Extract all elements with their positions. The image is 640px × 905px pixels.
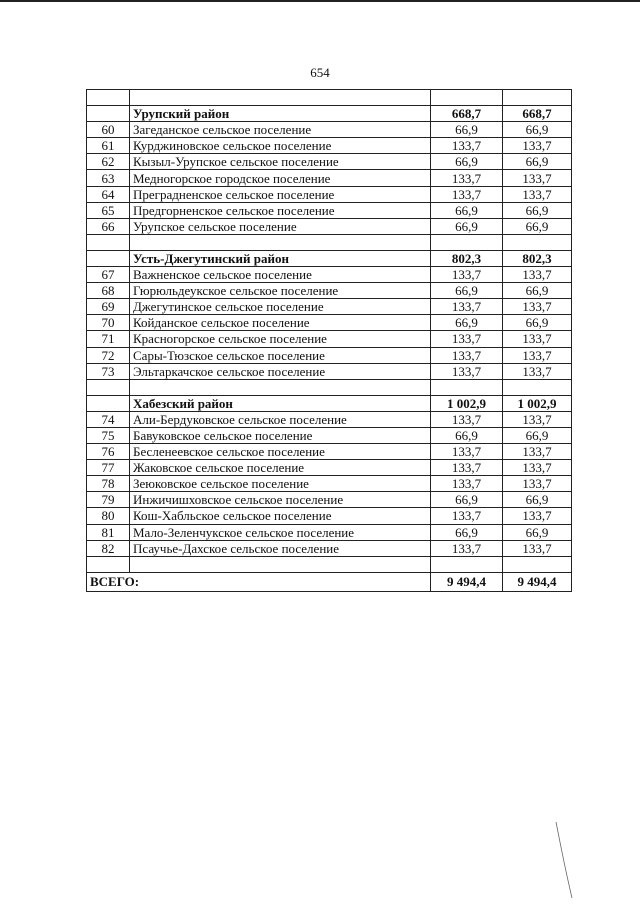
value-2: 133,7 [503,299,572,315]
settlement-name: Курджиновское сельское поселение [130,138,431,154]
settlement-name: Бесленеевское сельское поселение [130,444,431,460]
table-body [87,90,572,592]
row-number: 74 [87,411,130,427]
row-number [87,234,130,250]
value-1: 133,7 [431,186,503,202]
blank-row [87,90,572,106]
value-2: 66,9 [503,524,572,540]
table-row [87,492,572,508]
value-2: 66,9 [503,315,572,331]
blank-row [87,556,572,572]
table-row [87,186,572,202]
settlement-name: Сары-Тюзское сельское поселение [130,347,431,363]
row-number: 80 [87,508,130,524]
total-value-1: 9 494,4 [431,572,503,591]
district-name: Усть-Джегутинский район [130,250,431,266]
allocation-table [86,89,572,592]
value-2: 133,7 [503,138,572,154]
value-2: 66,9 [503,283,572,299]
settlement-name: Красногорское сельское поселение [130,331,431,347]
value-1: 66,9 [431,154,503,170]
value-1: 66,9 [431,218,503,234]
value-1: 1 002,9 [431,395,503,411]
value-2: 133,7 [503,508,572,524]
settlement-name: Зеюковское сельское поселение [130,476,431,492]
settlement-name: Медногорское городское поселение [130,170,431,186]
settlement-name [130,379,431,395]
value-1: 66,9 [431,315,503,331]
value-1: 133,7 [431,508,503,524]
value-2: 133,7 [503,460,572,476]
value-1 [431,556,503,572]
district-name: Хабезский район [130,395,431,411]
value-1: 133,7 [431,476,503,492]
value-1: 133,7 [431,170,503,186]
table-row [87,122,572,138]
row-number: 66 [87,218,130,234]
value-1: 133,7 [431,363,503,379]
table-row [87,363,572,379]
row-number [87,556,130,572]
district-name: Урупский район [130,106,431,122]
value-1: 66,9 [431,492,503,508]
value-1: 133,7 [431,540,503,556]
settlement-name: Псаучье-Дахское сельское поселение [130,540,431,556]
value-2: 133,7 [503,347,572,363]
table-row [87,476,572,492]
district-row [87,250,572,266]
page-number: 654 [310,65,330,80]
settlement-name: Преградненское сельское поселение [130,186,431,202]
table-row [87,299,572,315]
total-label: ВСЕГО: [87,572,431,591]
settlement-name: Эльтаркачское сельское поселение [130,363,431,379]
row-number [87,106,130,122]
value-2: 66,9 [503,218,572,234]
row-number: 75 [87,427,130,443]
table-row [87,331,572,347]
row-number [87,90,130,106]
value-1: 66,9 [431,122,503,138]
district-row [87,395,572,411]
value-1 [431,379,503,395]
settlement-name [130,556,431,572]
value-2: 668,7 [503,106,572,122]
row-number: 67 [87,267,130,283]
row-number: 73 [87,363,130,379]
settlement-name: Кызыл-Урупское сельское поселение [130,154,431,170]
row-number: 70 [87,315,130,331]
total-value-2: 9 494,4 [503,572,572,591]
settlement-name: Али-Бердуковское сельское поселение [130,411,431,427]
value-2: 66,9 [503,154,572,170]
value-1: 133,7 [431,331,503,347]
value-2: 133,7 [503,540,572,556]
pen-stroke-mark [554,820,574,900]
value-2 [503,234,572,250]
value-2: 133,7 [503,411,572,427]
row-number: 64 [87,186,130,202]
value-2 [503,90,572,106]
settlement-name: Гюрюльдеукское сельское поселение [130,283,431,299]
table-row [87,267,572,283]
value-2: 66,9 [503,492,572,508]
value-1: 66,9 [431,524,503,540]
table-row [87,411,572,427]
settlement-name: Мало-Зеленчукское сельское поселение [130,524,431,540]
row-number: 65 [87,202,130,218]
value-1: 66,9 [431,427,503,443]
blank-row [87,234,572,250]
row-number: 71 [87,331,130,347]
table-row [87,283,572,299]
value-2: 133,7 [503,186,572,202]
table-row [87,540,572,556]
settlement-name: Бавуковское сельское поселение [130,427,431,443]
value-2: 133,7 [503,444,572,460]
blank-row [87,379,572,395]
value-1: 133,7 [431,411,503,427]
row-number [87,395,130,411]
row-number: 61 [87,138,130,154]
row-number: 69 [87,299,130,315]
settlement-name: Урупское сельское поселение [130,218,431,234]
value-2 [503,379,572,395]
row-number: 81 [87,524,130,540]
value-2 [503,556,572,572]
settlement-name: Кош-Хабльское сельское поселение [130,508,431,524]
value-1: 66,9 [431,283,503,299]
row-number: 78 [87,476,130,492]
table-row [87,347,572,363]
table-row [87,460,572,476]
settlement-name [130,234,431,250]
value-1: 133,7 [431,444,503,460]
table-row [87,154,572,170]
row-number: 76 [87,444,130,460]
value-2: 133,7 [503,331,572,347]
table-row [87,170,572,186]
value-1: 133,7 [431,347,503,363]
table-row [87,202,572,218]
table-row [87,524,572,540]
settlement-name [130,90,431,106]
value-1: 802,3 [431,250,503,266]
value-2: 1 002,9 [503,395,572,411]
value-2: 66,9 [503,427,572,443]
total-row [87,572,572,591]
district-row [87,106,572,122]
table-row [87,138,572,154]
row-number: 68 [87,283,130,299]
top-border-line [0,0,640,2]
value-2: 133,7 [503,476,572,492]
value-1: 66,9 [431,202,503,218]
row-number: 77 [87,460,130,476]
table-row [87,508,572,524]
settlement-name: Загеданское сельское поселение [130,122,431,138]
value-1: 133,7 [431,267,503,283]
row-number: 60 [87,122,130,138]
value-2: 133,7 [503,170,572,186]
value-2: 802,3 [503,250,572,266]
settlement-name: Инжичишховское сельское поселение [130,492,431,508]
table-row [87,315,572,331]
row-number: 62 [87,154,130,170]
value-2: 133,7 [503,363,572,379]
value-1: 133,7 [431,460,503,476]
row-number [87,379,130,395]
value-1: 133,7 [431,138,503,154]
settlement-name: Жаковское сельское поселение [130,460,431,476]
settlement-name: Койданское сельское поселение [130,315,431,331]
settlement-name: Важненское сельское поселение [130,267,431,283]
settlement-name: Предгорненское сельское поселение [130,202,431,218]
row-number: 82 [87,540,130,556]
value-1: 133,7 [431,299,503,315]
value-2: 66,9 [503,122,572,138]
value-2: 66,9 [503,202,572,218]
row-number [87,250,130,266]
value-1: 668,7 [431,106,503,122]
table-row [87,218,572,234]
value-1 [431,90,503,106]
settlement-name: Джегутинское сельское поселение [130,299,431,315]
row-number: 72 [87,347,130,363]
value-1 [431,234,503,250]
value-2: 133,7 [503,267,572,283]
row-number: 79 [87,492,130,508]
table-row [87,427,572,443]
table-row [87,444,572,460]
row-number: 63 [87,170,130,186]
